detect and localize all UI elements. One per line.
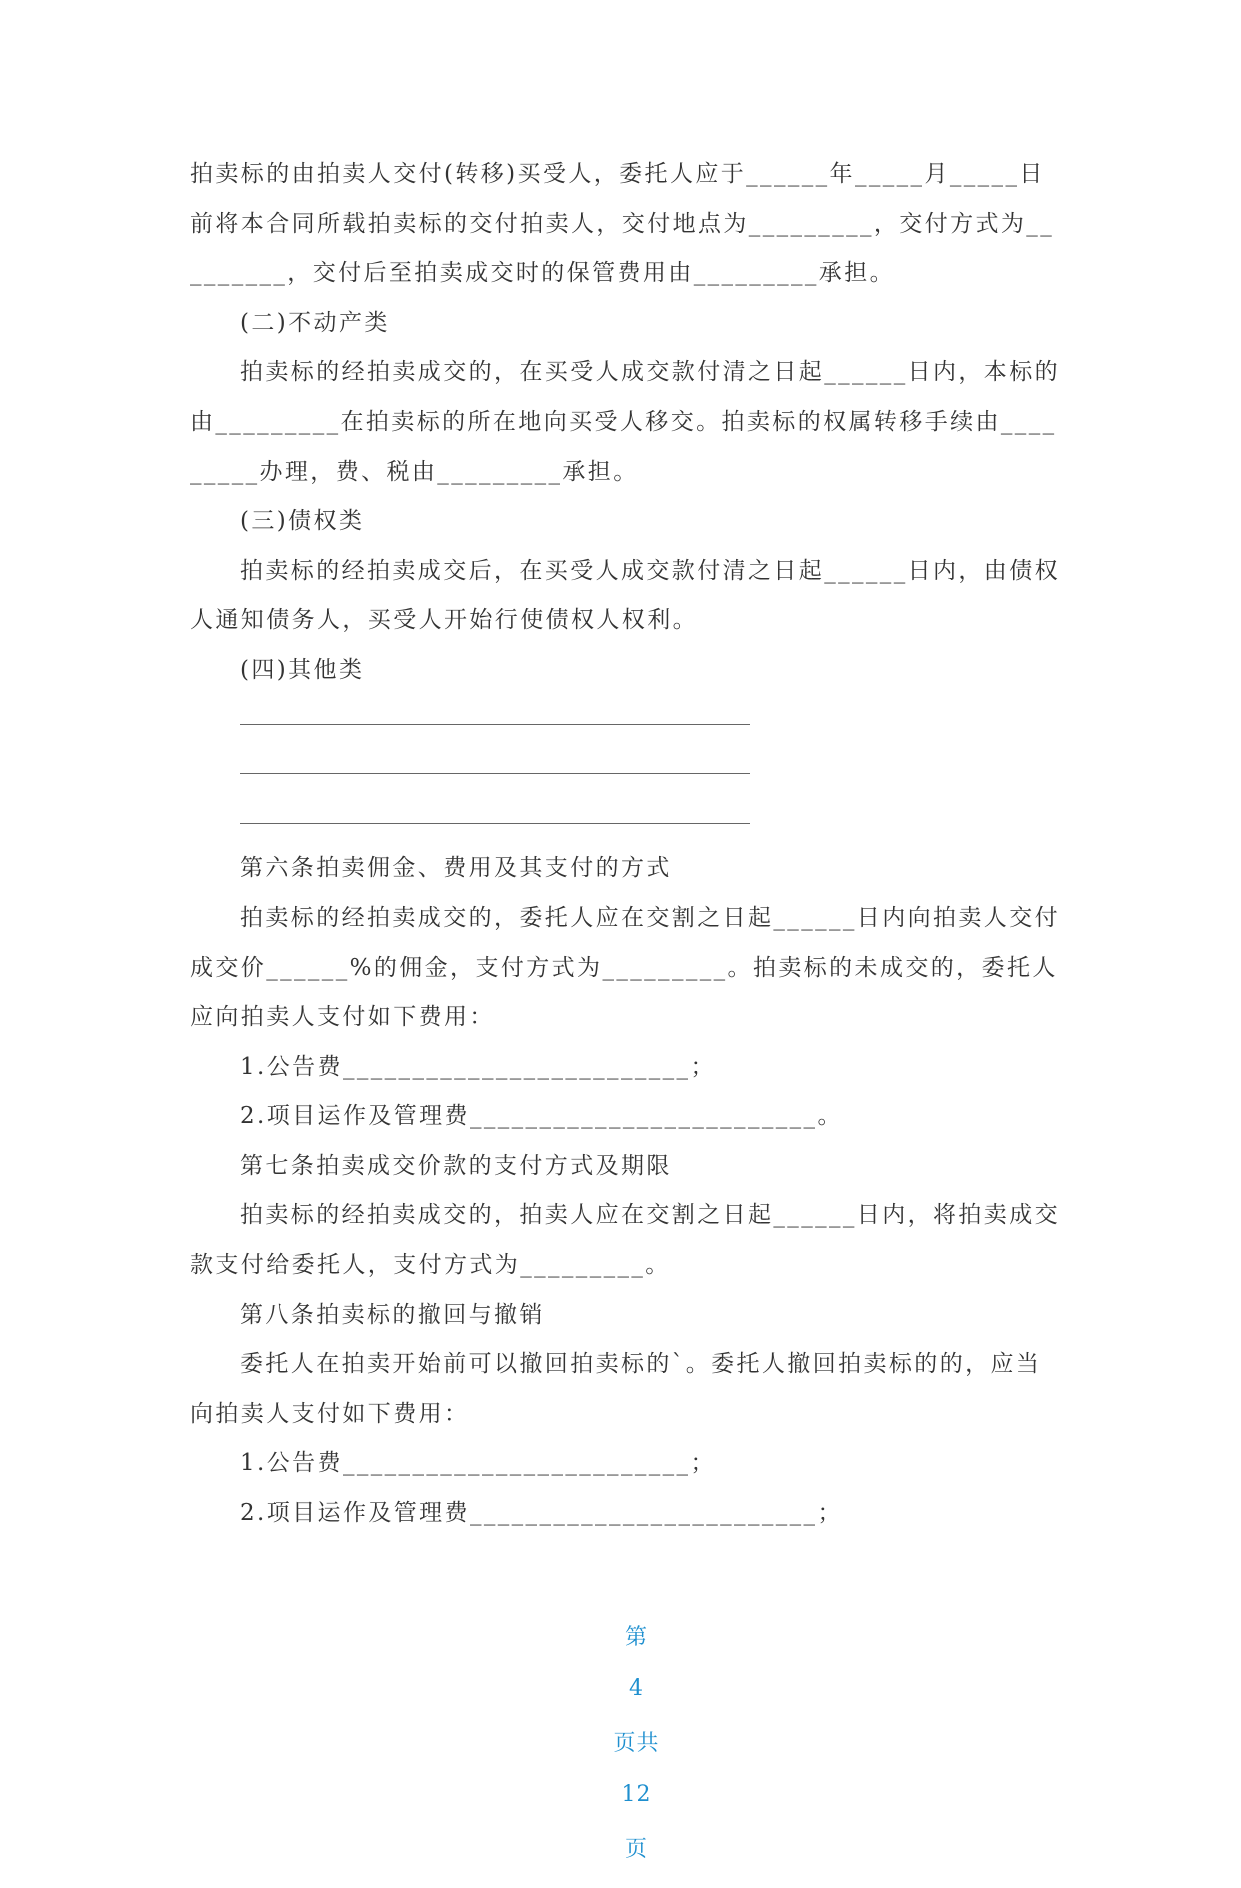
paragraph-real-estate: 拍卖标的经拍卖成交的，在买受人成交款付清之日起______日内，本标的由_________在拍卖标的所在地向买受人移交。拍卖标的权属转移手续由_________办理，费、税由_________承担。 [190, 359, 1060, 485]
page-label-mid: 页共 [613, 1731, 660, 1756]
fill-in-line-2 [190, 745, 1060, 795]
article-7-body: 拍卖标的经拍卖成交的，拍卖人应在交割之日起______日内，将拍卖成交款支付给委托人，支付方式为_________。 [190, 1202, 1060, 1279]
article-6-item-1: 1.公告费_________________________； [240, 1053, 716, 1080]
article-6-body: 拍卖标的经拍卖成交的，委托人应在交割之日起______日内向拍卖人交付成交价______%的佣金，支付方式为_________。拍卖标的未成交的，委托人应向拍卖人支付如下费用： [190, 904, 1060, 1031]
current-page-number: 4 [628, 1676, 644, 1701]
document-body [190, 150, 1060, 1539]
heading-other: (四)其他类 [240, 656, 365, 683]
article-8-title: 第八条拍卖标的撤回与撤销 [240, 1301, 545, 1328]
article-6-item-2: 2.项目运作及管理费_________________________。 [240, 1103, 843, 1130]
fill-in-line-3 [190, 795, 1060, 845]
page-label-suffix: 页 [624, 1837, 648, 1862]
page-footer [0, 1595, 1241, 1888]
fill-in-line-1 [190, 696, 1060, 746]
paragraph-delivery-movables: 拍卖标的由拍卖人交付(转移)买受人，委托人应于______年_____月_____日前将本合同所载拍卖标的交付拍卖人，交付地点为_________，交付方式为_________，交付后至拍卖成交时的保管费用由_________承担。 [190, 161, 1055, 287]
article-8-item-1: 1.公告费_________________________； [240, 1450, 716, 1477]
paragraph-claims: 拍卖标的经拍卖成交后，在买受人成交款付清之日起______日内，由债权人通知债务人，买受人开始行使债权人权利。 [190, 557, 1060, 634]
article-6-title: 第六条拍卖佣金、费用及其支付的方式 [240, 855, 672, 882]
page-label-prefix: 第 [624, 1625, 648, 1650]
total-pages-number: 12 [621, 1782, 652, 1807]
article-7-title: 第七条拍卖成交价款的支付方式及期限 [240, 1152, 672, 1179]
article-8-item-2: 2.项目运作及管理费_________________________； [240, 1500, 843, 1527]
heading-real-estate: (二)不动产类 [240, 309, 390, 336]
heading-claims: (三)债权类 [240, 508, 365, 535]
article-8-body: 委托人在拍卖开始前可以撤回拍卖标的`。委托人撤回拍卖标的的，应当向拍卖人支付如下费用： [190, 1351, 1042, 1427]
